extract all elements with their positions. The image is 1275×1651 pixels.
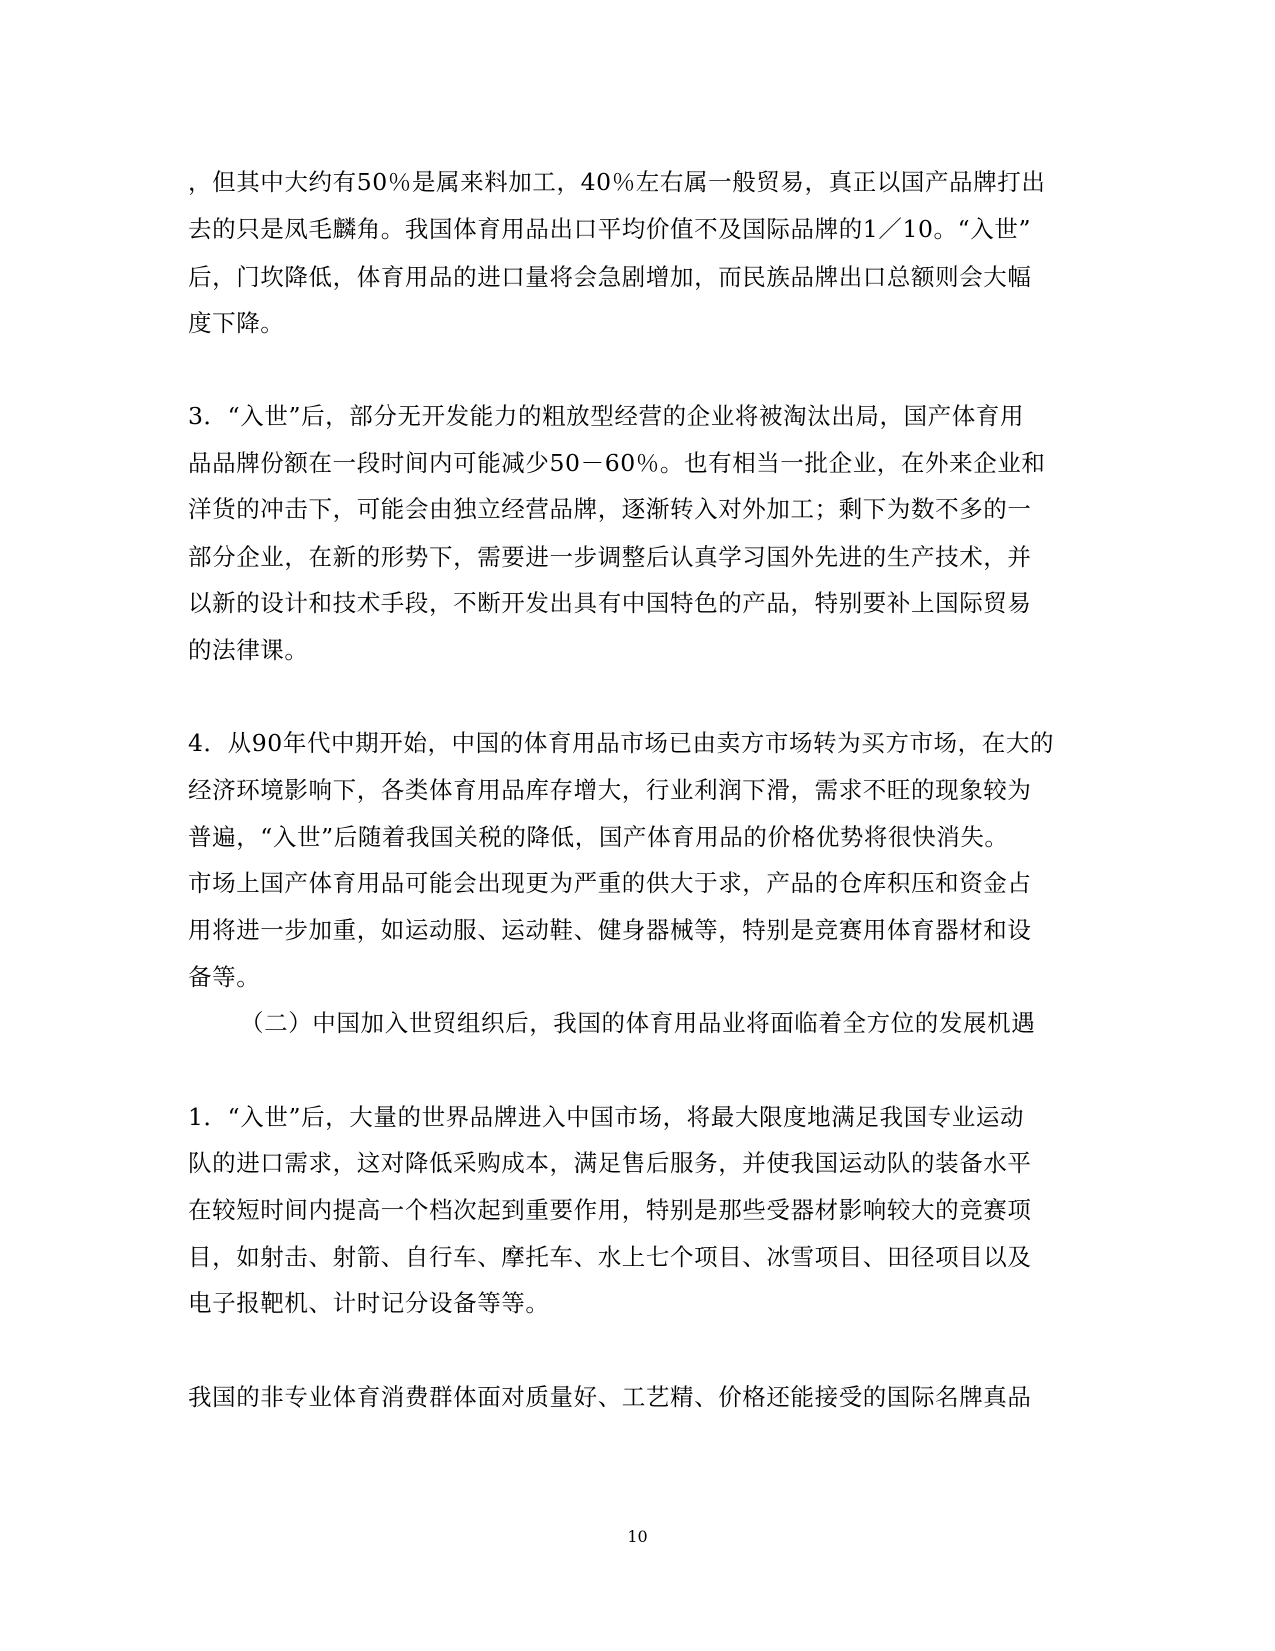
text-line: 1．“入世”后，大量的世界品牌进入中国市场，将最大限度地满足我国专业运动 (188, 1103, 1025, 1131)
text-line: 备等。 (188, 963, 261, 991)
text-line: 度下降。 (188, 309, 285, 337)
text-line: 电子报靶机、计时记分设备等等。 (188, 1289, 550, 1317)
section-heading: （二）中国加入世贸组织后，我国的体育用品业将面临着全方位的发展机遇 (240, 1009, 1036, 1037)
text-line: 去的只是凤毛麟角。我国体育用品出口平均价值不及国际品牌的1／10。“入世” (188, 215, 1032, 243)
text-line: 市场上国产体育用品可能会出现更为严重的供大于求，产品的仓库积压和资金占 (188, 869, 1032, 897)
text-line: 后，门坎降低，体育用品的进口量将会急剧增加，而民族品牌出口总额则会大幅 (188, 263, 1032, 291)
text-line: 品品牌份额在一段时间内可能减少50－60％。也有相当一批企业，在外来企业和 (188, 449, 1046, 477)
text-line: 3．“入世”后，部分无开发能力的粗放型经营的企业将被淘汰出局，国产体育用 (188, 402, 1025, 430)
text-line: 我国的非专业体育消费群体面对质量好、工艺精、价格还能接受的国际名牌真品 (188, 1383, 1032, 1411)
text-line: 4．从90年代中期开始，中国的体育用品市场已由卖方市场转为买方市场，在大的 (188, 729, 1055, 757)
text-line: 洋货的冲击下，可能会由独立经营品牌，逐渐转入对外加工；剩下为数不多的一 (188, 495, 1032, 523)
text-line: 普遍，“入世”后随着我国关税的降低，国产体育用品的价格优势将很快消失。 (188, 823, 1009, 851)
text-line: 在较短时间内提高一个档次起到重要作用，特别是那些受器材影响较大的竞赛项 (188, 1196, 1032, 1224)
text-line: 用将进一步加重，如运动服、运动鞋、健身器械等，特别是竞赛用体育器材和设 (188, 916, 1032, 944)
text-line: 以新的设计和技术手段，不断开发出具有中国特色的产品，特别要补上国际贸易 (188, 589, 1032, 617)
text-line: ，但其中大约有50％是属来料加工，40％左右属一般贸易，真正以国产品牌打出 (188, 168, 1046, 196)
text-line: 队的进口需求，这对降低采购成本，满足售后服务，并使我国运动队的装备水平 (188, 1149, 1032, 1177)
text-line: 经济环境影响下，各类体育用品库存增大，行业利润下滑，需求不旺的现象较为 (188, 776, 1032, 804)
text-line: 目，如射击、射箭、自行车、摩托车、水上七个项目、冰雪项目、田径项目以及 (188, 1243, 1032, 1271)
text-line: 的法律课。 (188, 636, 309, 664)
text-line: 部分企业，在新的形势下，需要进一步调整后认真学习国外先进的生产技术，并 (188, 543, 1032, 571)
page-number: 10 (627, 1527, 648, 1546)
